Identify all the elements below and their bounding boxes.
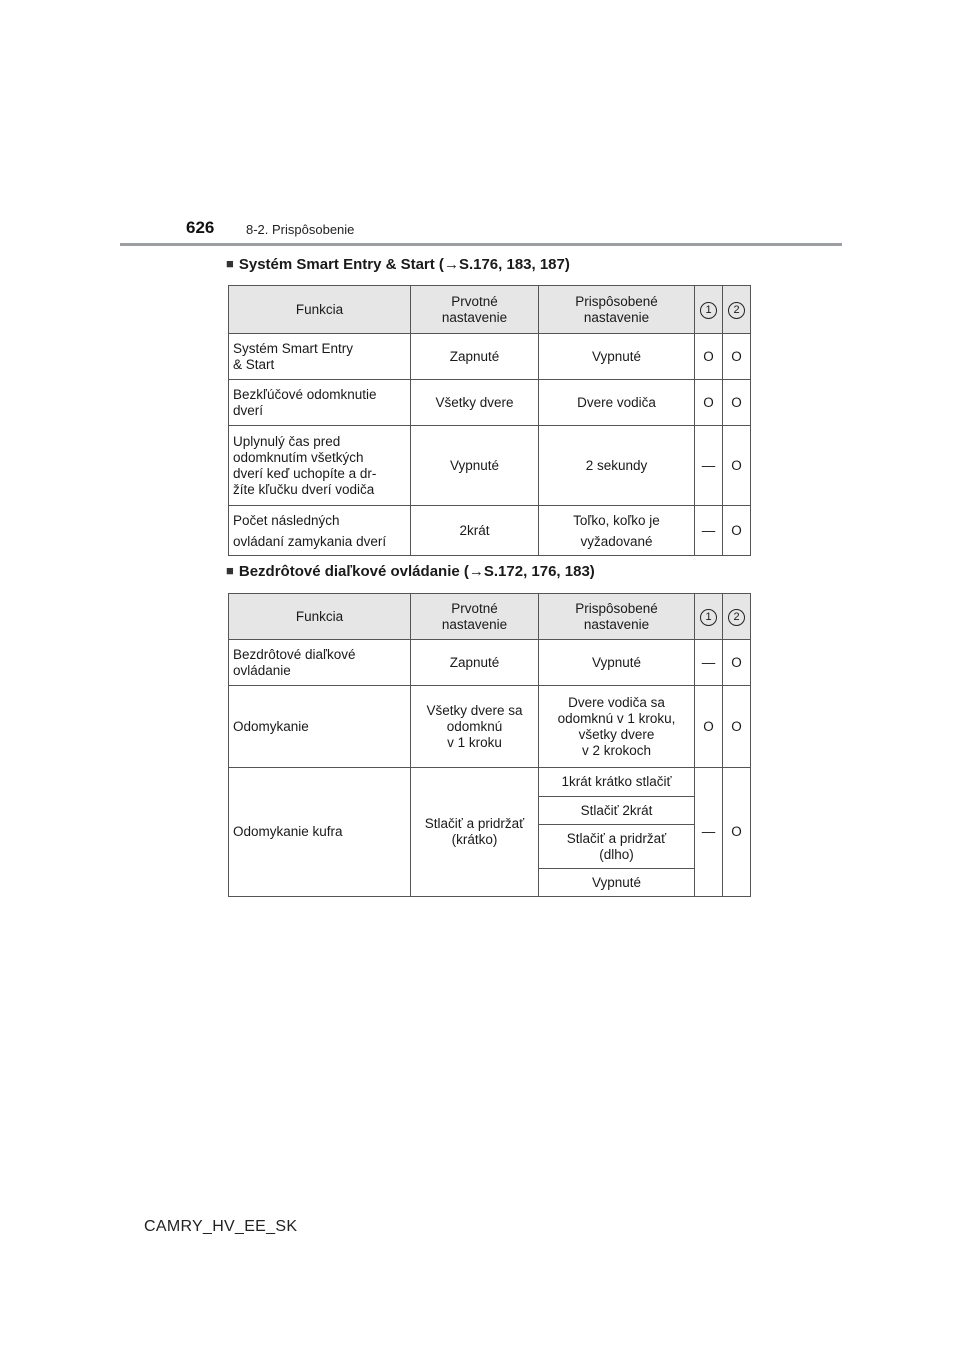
cell-col2: O	[723, 426, 751, 506]
header-rule	[120, 243, 842, 246]
col-header-prispsobene: Prispôsobené nastavenie	[539, 286, 695, 334]
table-row	[229, 686, 751, 768]
cell-prvotne: Všetky dvere	[411, 380, 539, 426]
col-header-2	[723, 286, 751, 334]
heading-refs: S.172, 176, 183)	[483, 563, 595, 580]
section-heading-smart-entry	[226, 256, 570, 273]
page-number: 626	[186, 218, 215, 237]
circled-1-icon: 1	[700, 302, 717, 319]
circled-2-icon: 2	[728, 609, 745, 626]
col-header-funkcia: Funkcia	[229, 594, 411, 640]
table-row	[229, 334, 751, 380]
table-row	[229, 426, 751, 506]
cell-col2: O	[723, 334, 751, 380]
square-bullet-icon: ■	[226, 563, 234, 578]
table-header-row	[229, 286, 751, 334]
cell-option: Stlačiť a pridržať (dlho)	[539, 825, 695, 869]
cell-funkcia: Počet následných ovládaní zamykania dverí	[229, 506, 411, 556]
cell-prvotne: Všetky dvere sa odomknú v 1 kroku	[411, 686, 539, 768]
circled-2-icon: 2	[728, 302, 745, 319]
cell-funkcia: Systém Smart Entry & Start	[229, 334, 411, 380]
cell-funkcia: Odomykanie	[229, 686, 411, 768]
col-header-1	[695, 286, 723, 334]
cell-prispsobene: Dvere vodiča	[539, 380, 695, 426]
cell-prispsobene: Vypnuté	[539, 640, 695, 686]
cell-option: Vypnuté	[539, 869, 695, 897]
arrow-icon: →	[468, 563, 484, 580]
cell-col1: —	[695, 768, 723, 897]
section-heading-wireless-remote	[226, 563, 595, 580]
cell-col1: —	[695, 640, 723, 686]
cell-prvotne: Stlačiť a pridržať (krátko)	[411, 768, 539, 897]
col-header-prispsobene: Prispôsobené nastavenie	[539, 594, 695, 640]
cell-prvotne: Zapnuté	[411, 334, 539, 380]
col-header-prvotne: Prvotné nastavenie	[411, 594, 539, 640]
table-smart-entry	[228, 285, 751, 556]
cell-col1: O	[695, 686, 723, 768]
circled-1-icon: 1	[700, 609, 717, 626]
cell-col2: O	[723, 380, 751, 426]
table-row	[229, 768, 751, 797]
cell-prispsobene: Vypnuté	[539, 334, 695, 380]
col-header-funkcia: Funkcia	[229, 286, 411, 334]
cell-col1: O	[695, 334, 723, 380]
table-row	[229, 640, 751, 686]
cell-funkcia: Bezkľúčové odomknutie dverí	[229, 380, 411, 426]
footer-label: CAMRY_HV_EE_SK	[144, 1218, 298, 1235]
heading-refs: S.176, 183, 187)	[458, 256, 570, 273]
cell-prvotne: 2krát	[411, 506, 539, 556]
section-label: 8-2. Prispôsobenie	[246, 222, 355, 237]
cell-option: 1krát krátko stlačiť	[539, 768, 695, 797]
table-wireless-remote	[228, 593, 751, 897]
cell-col1: O	[695, 380, 723, 426]
heading-text: Bezdrôtové diaľkové ovládanie (	[238, 563, 469, 580]
cell-col1: —	[695, 506, 723, 556]
square-bullet-icon: ■	[226, 256, 234, 271]
arrow-icon: →	[443, 256, 459, 273]
cell-funkcia: Bezdrôtové diaľkové ovládanie	[229, 640, 411, 686]
cell-col2: O	[723, 640, 751, 686]
col-header-1	[695, 594, 723, 640]
cell-funkcia: Uplynulý čas pred odomknutím všetkých dverí keď uchopíte a dr- žíte kľučku dverí vodiča	[229, 426, 411, 506]
cell-col2: O	[723, 768, 751, 897]
cell-col2: O	[723, 686, 751, 768]
cell-col1: —	[695, 426, 723, 506]
col-header-prvotne: Prvotné nastavenie	[411, 286, 539, 334]
cell-prvotne: Zapnuté	[411, 640, 539, 686]
cell-prispsobene: Toľko, koľko je vyžadované	[539, 506, 695, 556]
table-row	[229, 506, 751, 556]
table-header-row	[229, 594, 751, 640]
table-row	[229, 380, 751, 426]
col-header-2	[723, 594, 751, 640]
cell-col2: O	[723, 506, 751, 556]
cell-prvotne: Vypnuté	[411, 426, 539, 506]
heading-text: Systém Smart Entry & Start (	[238, 256, 444, 273]
cell-option: Stlačiť 2krát	[539, 797, 695, 825]
cell-funkcia: Odomykanie kufra	[229, 768, 411, 897]
cell-prispsobene: Dvere vodiča sa odomknú v 1 kroku, všetky dvere v 2 krokoch	[539, 686, 695, 768]
cell-prispsobene: 2 sekundy	[539, 426, 695, 506]
